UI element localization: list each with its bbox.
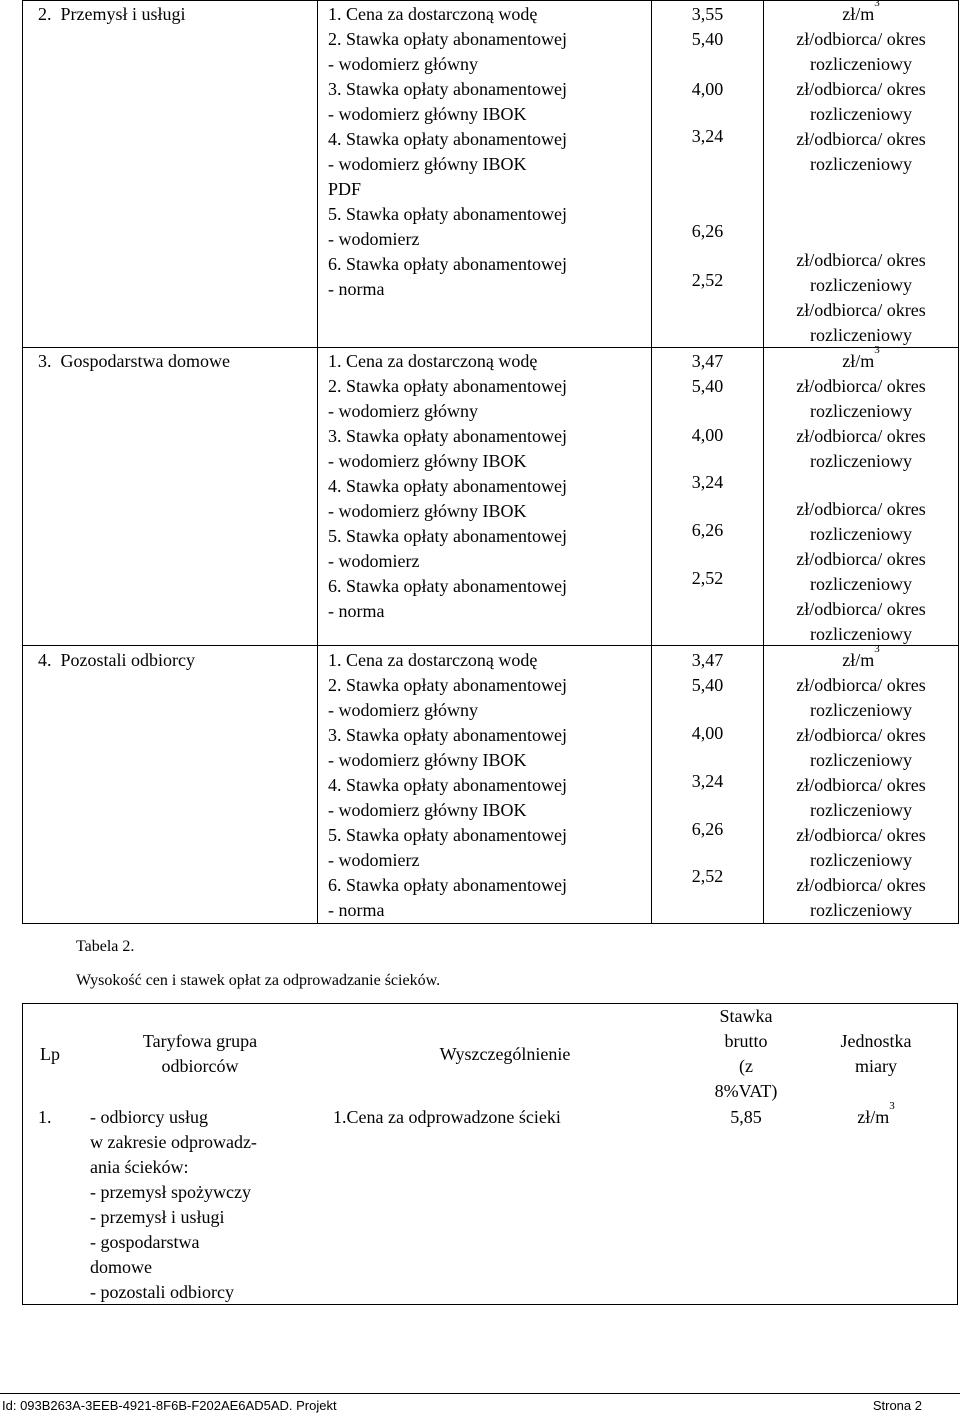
unit-value: zł/odbiorca/ okres [796,426,926,446]
price-value: 6,26 [691,819,724,839]
list-item: - wodomierz [328,229,420,249]
list-item: - norma [328,601,385,621]
document-id: Id: 093B263A-3EEB-4921-8F6B-F202AE6AD5AD. Projekt [2,1398,337,1413]
list-item: - norma [328,900,385,920]
list-item: domowe [90,1257,152,1277]
header-text: (z [739,1056,753,1076]
list-item: - wodomierz [328,551,420,571]
list-item: ania ścieków: [90,1157,189,1177]
price-value: 4,00 [691,723,724,743]
price-value: 4,00 [691,79,724,99]
group-label: 2. Przemysł i usługi [38,4,186,24]
row-unit: $zł/m^3$ [857,1100,895,1127]
list-item: - wodomierz główny IBOK [328,750,527,770]
list-item: 4. Stawka opłaty abonamentowej [328,476,567,496]
price-value: 6,26 [691,520,724,540]
list-item: 5. Stawka opłaty abonamentowej [328,825,567,845]
unit-value: zł/odbiorca/ okres [796,599,926,619]
page-number: Strona 2 [872,1398,922,1413]
list-item: 2. Stawka opłaty abonamentowej [328,29,567,49]
list-item: 6. Stawka opłaty abonamentowej [328,875,567,895]
unit-value: zł/odbiorca/ okres [796,250,926,270]
unit-value: rozliczeniowy [810,750,912,770]
group-label: 3. Gospodarstwa domowe [38,351,230,371]
price-value: 5,40 [691,376,724,396]
list-item: - wodomierz [328,850,420,870]
unit-value: rozliczeniowy [810,451,912,471]
list-item: 2. Stawka opłaty abonamentowej [328,675,567,695]
list-item: 3. Stawka opłaty abonamentowej [328,725,567,745]
unit-value: $zł/m^3$ [842,643,880,670]
header-text: Jednostka [840,1031,912,1051]
list-item: - wodomierz główny [328,700,478,720]
unit-value: rozliczeniowy [810,700,912,720]
list-item: 2. Stawka opłaty abonamentowej [328,376,567,396]
list-item: - wodomierz główny [328,54,478,74]
unit-value: zł/odbiorca/ okres [796,675,926,695]
price-value: 5,40 [691,29,724,49]
list-item: - wodomierz główny IBOK [328,800,527,820]
list-item: 4. Stawka opłaty abonamentowej [328,129,567,149]
unit-value: zł/odbiorca/ okres [796,300,926,320]
unit-value: rozliczeniowy [810,624,912,644]
unit-value: zł/odbiorca/ okres [796,875,926,895]
price-value: 3,47 [691,351,724,371]
price-value: 3,24 [691,472,724,492]
header-text: Stawka [719,1006,773,1026]
unit-value: rozliczeniowy [810,325,912,345]
row-description: 1.Cena za odprowadzone ścieki [333,1107,561,1127]
list-item: 5. Stawka opłaty abonamentowej [328,204,567,224]
unit-value: rozliczeniowy [810,401,912,421]
list-item: w zakresie odprowadz- [90,1132,257,1152]
price-value: 2,52 [691,866,724,886]
unit-value: rozliczeniowy [810,850,912,870]
unit-value: rozliczeniowy [810,154,912,174]
price-value: 2,52 [691,568,724,588]
unit-value: zł/odbiorca/ okres [796,376,926,396]
unit-value: zł/odbiorca/ okres [796,775,926,795]
header-text: odbiorców [161,1056,239,1076]
unit-value: $zł/m^3$ [842,344,880,371]
list-item: 3. Stawka opłaty abonamentowej [328,79,567,99]
unit-value: zł/odbiorca/ okres [796,549,926,569]
price-value: 3,47 [691,650,724,670]
unit-value: rozliczeniowy [810,900,912,920]
list-item: - wodomierz główny IBOK [328,451,527,471]
table-caption-text: Wysokość cen i stawek opłat za odprowadzanie ścieków. [76,972,441,989]
list-item: 1. Cena za dostarczoną wodę [328,650,538,670]
price-value: 6,26 [691,221,724,241]
list-item: - wodomierz główny [328,401,478,421]
list-item: 6. Stawka opłaty abonamentowej [328,576,567,596]
list-item: - wodomierz główny IBOK [328,501,527,521]
list-item: - gospodarstwa [90,1232,200,1252]
unit-value: $zł/m^3$ [842,0,880,24]
price-value: 3,24 [691,126,724,146]
list-item: - wodomierz główny IBOK [328,104,527,124]
row-lp: 1. [38,1107,52,1127]
price-value: 3,55 [691,4,724,24]
list-item: - odbiorcy usług [90,1107,208,1127]
header-description: Wyszczególnienie [439,1044,571,1064]
unit-value: zł/odbiorca/ okres [796,29,926,49]
list-item: 4. Stawka opłaty abonamentowej [328,775,567,795]
price-value: 4,00 [691,425,724,445]
list-item: - przemysł i usługi [90,1207,225,1227]
list-item: 3. Stawka opłaty abonamentowej [328,426,567,446]
list-item: 5. Stawka opłaty abonamentowej [328,526,567,546]
price-value: 5,40 [691,675,724,695]
unit-value: rozliczeniowy [810,574,912,594]
unit-value: rozliczeniowy [810,275,912,295]
unit-value: rozliczeniowy [810,524,912,544]
header-text: miary [855,1056,897,1076]
unit-value: rozliczeniowy [810,800,912,820]
table-caption-label: Tabela 2. [76,938,135,955]
header-text: Taryfowa grupa [142,1031,258,1051]
list-item: - przemysł spożywczy [90,1182,251,1202]
unit-value: zł/odbiorca/ okres [796,825,926,845]
unit-value: zł/odbiorca/ okres [796,725,926,745]
price-value: 2,52 [691,270,724,290]
header-text: brutto [724,1031,768,1051]
list-item: - wodomierz główny IBOK [328,154,527,174]
unit-value: rozliczeniowy [810,104,912,124]
group-label: 4. Pozostali odbiorcy [38,650,195,670]
list-item: - pozostali odbiorcy [90,1282,234,1302]
list-item: 6. Stawka opłaty abonamentowej [328,254,567,274]
unit-value: zł/odbiorca/ okres [796,129,926,149]
unit-value: zł/odbiorca/ okres [796,79,926,99]
unit-value: rozliczeniowy [810,54,912,74]
list-item: - norma [328,279,385,299]
row-rate: 5,85 [730,1107,762,1127]
list-item: 1. Cena za dostarczoną wodę [328,4,538,24]
list-item: 1. Cena za dostarczoną wodę [328,351,538,371]
price-value: 3,24 [691,771,724,791]
header-lp: Lp [40,1044,60,1064]
list-item: PDF [328,179,362,199]
unit-value: zł/odbiorca/ okres [796,499,926,519]
header-text: 8%VAT) [714,1081,778,1101]
